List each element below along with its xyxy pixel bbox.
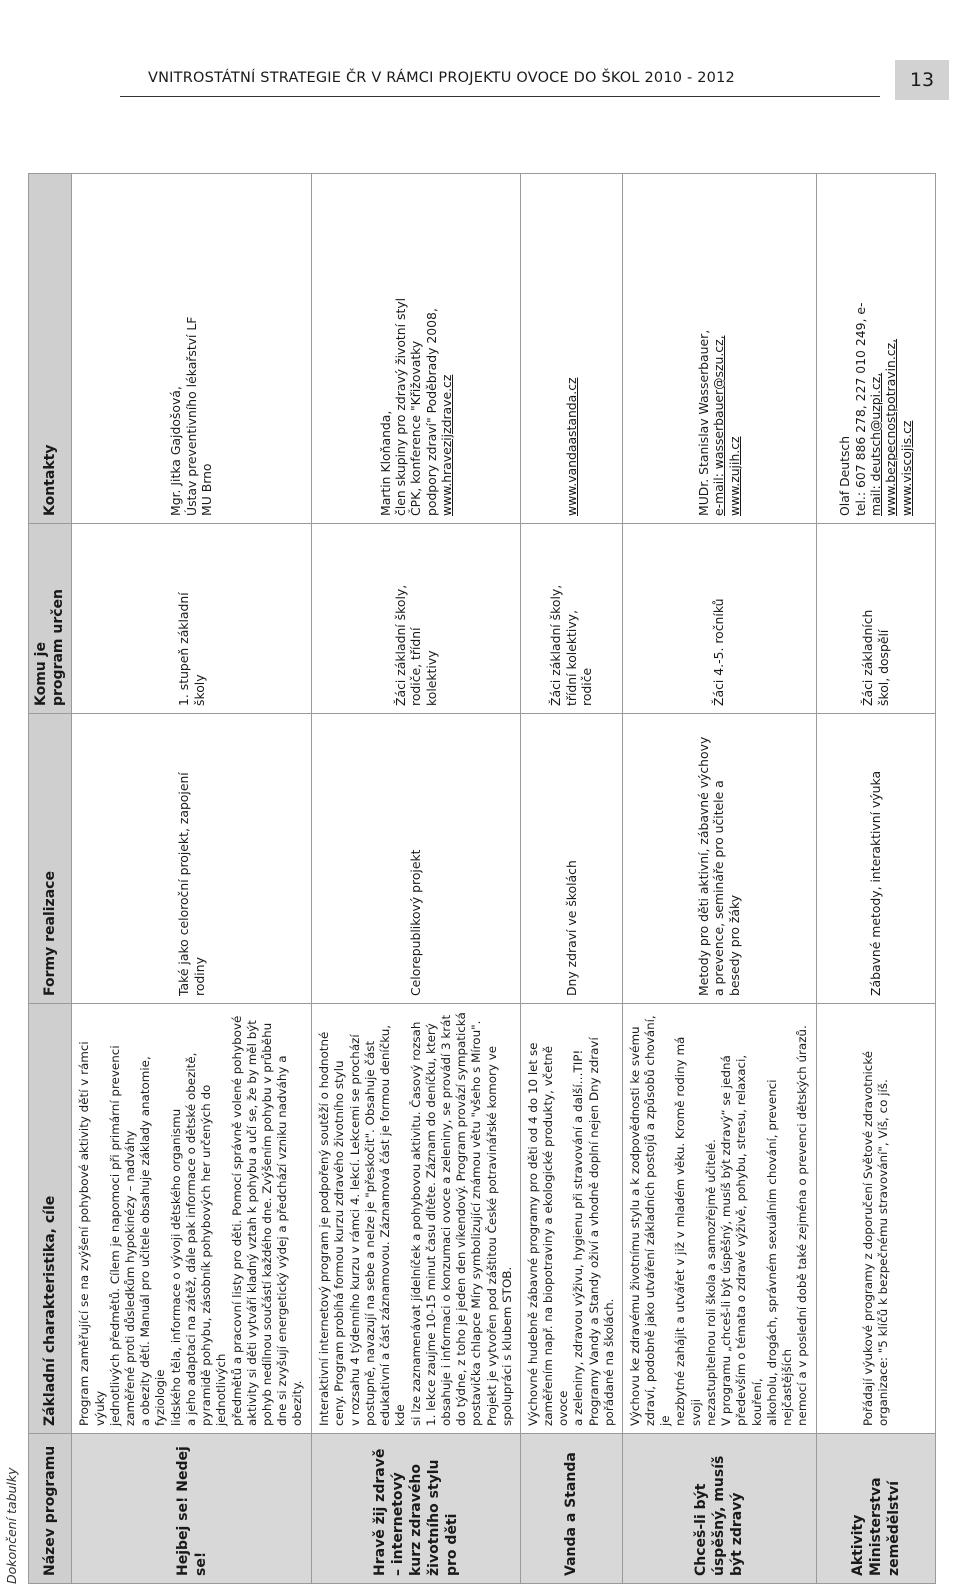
- characteristics-line: Pořádají výukové programy z doporučení Světové zdravotnické: [860, 1050, 875, 1426]
- forms-line: Metody pro děti aktivní, zábavné výchovy: [695, 736, 711, 996]
- rotated-table-container: [4, 174, 936, 1584]
- characteristics-line: V programu „chceš-li být úspěšný, musíš být zdravý“ se jedná: [719, 1055, 734, 1426]
- forms-line: besedy pro žáky: [726, 894, 742, 996]
- characteristics-line: Program zaměřující se na zvýšení pohybové aktivity dětí v rámci výuky: [77, 1041, 107, 1426]
- target-line: třídní kolektivy,: [563, 610, 579, 706]
- page-header: [120, 62, 935, 102]
- target-line: 1. stupeň základní: [176, 592, 192, 706]
- forms-cell: [312, 714, 521, 1004]
- program-name-cell: Aktivity Ministerstva zemědělství: [816, 1434, 936, 1584]
- characteristics-line: ceny. Program probíhá formou kurzu zdravého životního stylu: [332, 1060, 347, 1426]
- characteristics-line: zaměřené proti důsledkům hypokinézy – nadváhy: [123, 1130, 138, 1426]
- header-target-line: Komu je: [33, 642, 49, 706]
- characteristics-cell: [72, 1004, 312, 1434]
- characteristics-line: jednotlivých předmětů. Cílem je napomoci při primární prevenci: [107, 1045, 122, 1426]
- target-cell: [72, 524, 312, 714]
- characteristics-line: postupně, navazují na sebe a nelze je "přeskočit". Obsahuje část: [362, 1040, 377, 1426]
- characteristics-line: nezbytné zahájit a utvářet v již v mladém věku. Kromě rodiny má svoji: [673, 1036, 703, 1426]
- characteristics-line: organizace: "5 klíčů k bezpečnému stravování", Víš, co jíš.: [875, 1079, 890, 1426]
- characteristics-cell: [521, 1004, 622, 1434]
- forms-cell: [816, 714, 936, 1004]
- characteristics-line: pohyb nedílnou součástí každého dne. Zvýšením pohybu v průběhu: [259, 1022, 274, 1426]
- target-line: Žáci základních: [860, 609, 876, 706]
- contact-line[interactable]: mail: deutsch@uzpi.cz,: [868, 372, 884, 516]
- header-characteristics: Základní charakteristika, cíle: [29, 1004, 72, 1434]
- header-target: [29, 524, 72, 714]
- table-body: [72, 174, 936, 1584]
- table-header-row: [29, 174, 72, 1584]
- contacts-cell: [622, 174, 816, 524]
- target-line: škol, dospělí: [875, 629, 891, 706]
- forms-cell: [521, 714, 622, 1004]
- forms-line: Celorepublikový projekt: [408, 849, 424, 996]
- contact-line[interactable]: www.bezpecnostpotravin.cz,: [883, 338, 899, 516]
- characteristics-line: předmětů a pracovní listy pro děti. Pomocí správně volené pohybové: [229, 1015, 244, 1426]
- target-cell: [521, 524, 622, 714]
- target-cell: [312, 524, 521, 714]
- characteristics-cell: [312, 1004, 521, 1434]
- header-forms: Formy realizace: [29, 714, 72, 1004]
- forms-line: rodiny: [191, 957, 207, 996]
- characteristics-line: obsahuje i informaci o konzumaci ovoce a zeleniny, se provádí 3 krát: [438, 1014, 453, 1426]
- target-line: kolektivy: [423, 650, 439, 706]
- characteristics-line: a obezity dětí. Manuál pro učitele obsahuje základy anatomie, fyziologie: [138, 1056, 168, 1426]
- target-line: Žáci 4.-5. ročníků: [711, 598, 727, 706]
- characteristics-cell: [622, 1004, 816, 1434]
- forms-line: Dny zdraví ve školách: [563, 860, 579, 996]
- characteristics-line: alkoholu, drogách, správném sexuálním chování, prevenci nejčastějších: [764, 1079, 794, 1426]
- contact-line[interactable]: www.vandaastanda.cz: [563, 377, 579, 516]
- target-line: rodiče: [579, 667, 595, 706]
- characteristics-line: pyramidě pohybu, zásobník pohybových her určených do jednotlivých: [199, 1084, 229, 1426]
- program-name-cell: Vanda a Standa: [521, 1434, 622, 1584]
- characteristics-line: především o témata o zdravé výživě, pohybu, stresu, relaxaci, kouření,: [734, 1054, 764, 1426]
- target-line: Žáci základní školy,: [548, 584, 564, 706]
- contact-line: Mgr. Jitka Gajdošová,: [168, 386, 184, 516]
- characteristics-line: nezastupitelnou roli škola a samozřejmě učitelé.: [703, 1139, 718, 1426]
- table-caption: Dokončení tabulky: [4, 1467, 19, 1584]
- contacts-cell: [816, 174, 936, 524]
- characteristics-line: zaměřením např. na biopotraviny a ekologické produkty, včetně ovoce: [541, 1045, 571, 1426]
- contact-line: MU Brno: [199, 463, 215, 516]
- contact-line: člen skupiny pro zdravý životní styl: [393, 297, 408, 516]
- programs-table: [28, 173, 936, 1584]
- characteristics-line: nemocí a v poslední době také zejména o prevenci dětských úrazů.: [795, 1025, 810, 1426]
- characteristics-line: a jeho adaptaci na zátěž, dále pak informace o dětské obezitě,: [183, 1052, 198, 1426]
- program-name-cell: Hravě žij zdravě – internetový kurz zdravého životního stylu pro děti: [312, 1434, 521, 1584]
- characteristics-line: a zeleniny, zdravou výživu, hygienu při stravování a další…TIP!: [571, 1049, 586, 1426]
- target-line: rodiče, třídní: [408, 627, 424, 706]
- header-contacts: Kontakty: [29, 174, 72, 524]
- characteristics-line: Výchovné hudebně zábavné programy pro děti od 4 do 10 let se: [525, 1042, 540, 1426]
- forms-cell: [72, 714, 312, 1004]
- target-cell: [622, 524, 816, 714]
- characteristics-line: zdraví, podobně jako utváření základních postojů a způsobů chování, je: [643, 1015, 673, 1426]
- target-line: Žáci základní školy,: [393, 584, 408, 706]
- header-divider: [120, 96, 880, 97]
- table-row: [521, 174, 622, 1584]
- characteristics-cell: [816, 1004, 936, 1434]
- characteristics-line: edukativní a část záznamovou. Záznamová část je formou deníčku, kde: [378, 1024, 408, 1426]
- characteristics-line: lidského těla, informace o vývoji dětského organismu: [168, 1108, 183, 1426]
- header-target-line: program určen: [50, 588, 66, 706]
- contacts-cell: [312, 174, 521, 524]
- forms-line: a prevence, semináře pro učitele a: [711, 780, 727, 996]
- contact-line: tel.: 607 886 278, 227 010 249, e-: [852, 302, 868, 516]
- document-title: VNITROSTÁTNÍ STRATEGIE ČR V RÁMCI PROJEKTU OVOCE DO ŠKOL 2010 - 2012: [148, 70, 735, 86]
- target-cell: [816, 524, 936, 714]
- table-row: [622, 174, 816, 1584]
- characteristics-line: 1. lekce zaujme 10-15 minut času dítěte. Záznam do deníčku, který: [423, 1023, 438, 1426]
- table-row: [312, 174, 521, 1584]
- contact-line[interactable]: www.zujih.cz: [726, 436, 742, 516]
- header-program-name: Název programu: [29, 1434, 72, 1584]
- page-number: 13: [895, 60, 949, 100]
- contact-line[interactable]: e-mail: wasserbauer@szu.cz,: [711, 335, 727, 516]
- characteristics-line: spolupráci s klubem STOB.: [499, 1266, 514, 1426]
- contact-line: Olaf Deutsch: [837, 435, 853, 516]
- characteristics-line: v rozsahu 4 týdenního kurzu v rámci 4. lekcí. Lekcemi se prochází: [347, 1034, 362, 1426]
- contacts-cell: [521, 174, 622, 524]
- characteristics-line: do týdne, z toho je jeden den víkendový. Program provází sympatická: [454, 1012, 469, 1426]
- contact-line: Ústav preventivního lékařství LF: [183, 316, 199, 516]
- forms-line: Také jako celoroční projekt, zapojení: [176, 772, 192, 996]
- characteristics-line: Projekt je vytvořen pod záštitou České potravinářské komory ve: [484, 1045, 499, 1426]
- table-row: [816, 174, 936, 1584]
- characteristics-line: si lze zaznamenávat jídelníček a pohybovou aktivitu. Časový rozsah: [408, 1021, 423, 1426]
- contact-line[interactable]: www.hravezijzdrave.cz: [439, 374, 455, 516]
- characteristics-line: postavička chlapce Míry symbolizující známou větu "všeho s Mírou".: [469, 1020, 484, 1426]
- characteristics-line: dne si zvyšují energetický výdej a předchází vzniku nadváhy a obezity.: [275, 1055, 305, 1426]
- characteristics-line: Výchovu ke zdravému životnímu stylu a k zodpovědnosti ke svému: [627, 1026, 642, 1426]
- contacts-cell: [72, 174, 312, 524]
- table-row: [72, 174, 312, 1584]
- contact-line: MUDr. Stanislav Wasserbauer,: [695, 329, 711, 516]
- characteristics-line: aktivity si děti vytváří kladný vztah k pohybu a učí se, že by měl být: [244, 1020, 259, 1426]
- contact-line: ČPK, konference "Křižovatky: [408, 340, 424, 516]
- target-line: školy: [191, 674, 207, 706]
- forms-line: Zábavné metody, interaktivní výuka: [868, 770, 884, 996]
- characteristics-line: Interaktivní internetový program je podpořený soutěží o hodnotné: [317, 1031, 332, 1426]
- characteristics-line: pořádané na školách.: [601, 1298, 616, 1426]
- contact-line[interactable]: www.viscojis.cz: [898, 420, 914, 516]
- program-name-cell: Chceš-li být úspěšný, musíš být zdravý: [622, 1434, 816, 1584]
- characteristics-line: Programy Vandy a Standy oživí a vhodně doplní nejen Dny zdraví: [586, 1037, 601, 1426]
- program-name-cell: Hejbej se! Nedej se!: [72, 1434, 312, 1584]
- forms-cell: [622, 714, 816, 1004]
- contact-line: podpory zdraví" Poděbrady 2008,: [423, 308, 439, 516]
- contact-line: Martin Kloňanda,: [377, 410, 393, 516]
